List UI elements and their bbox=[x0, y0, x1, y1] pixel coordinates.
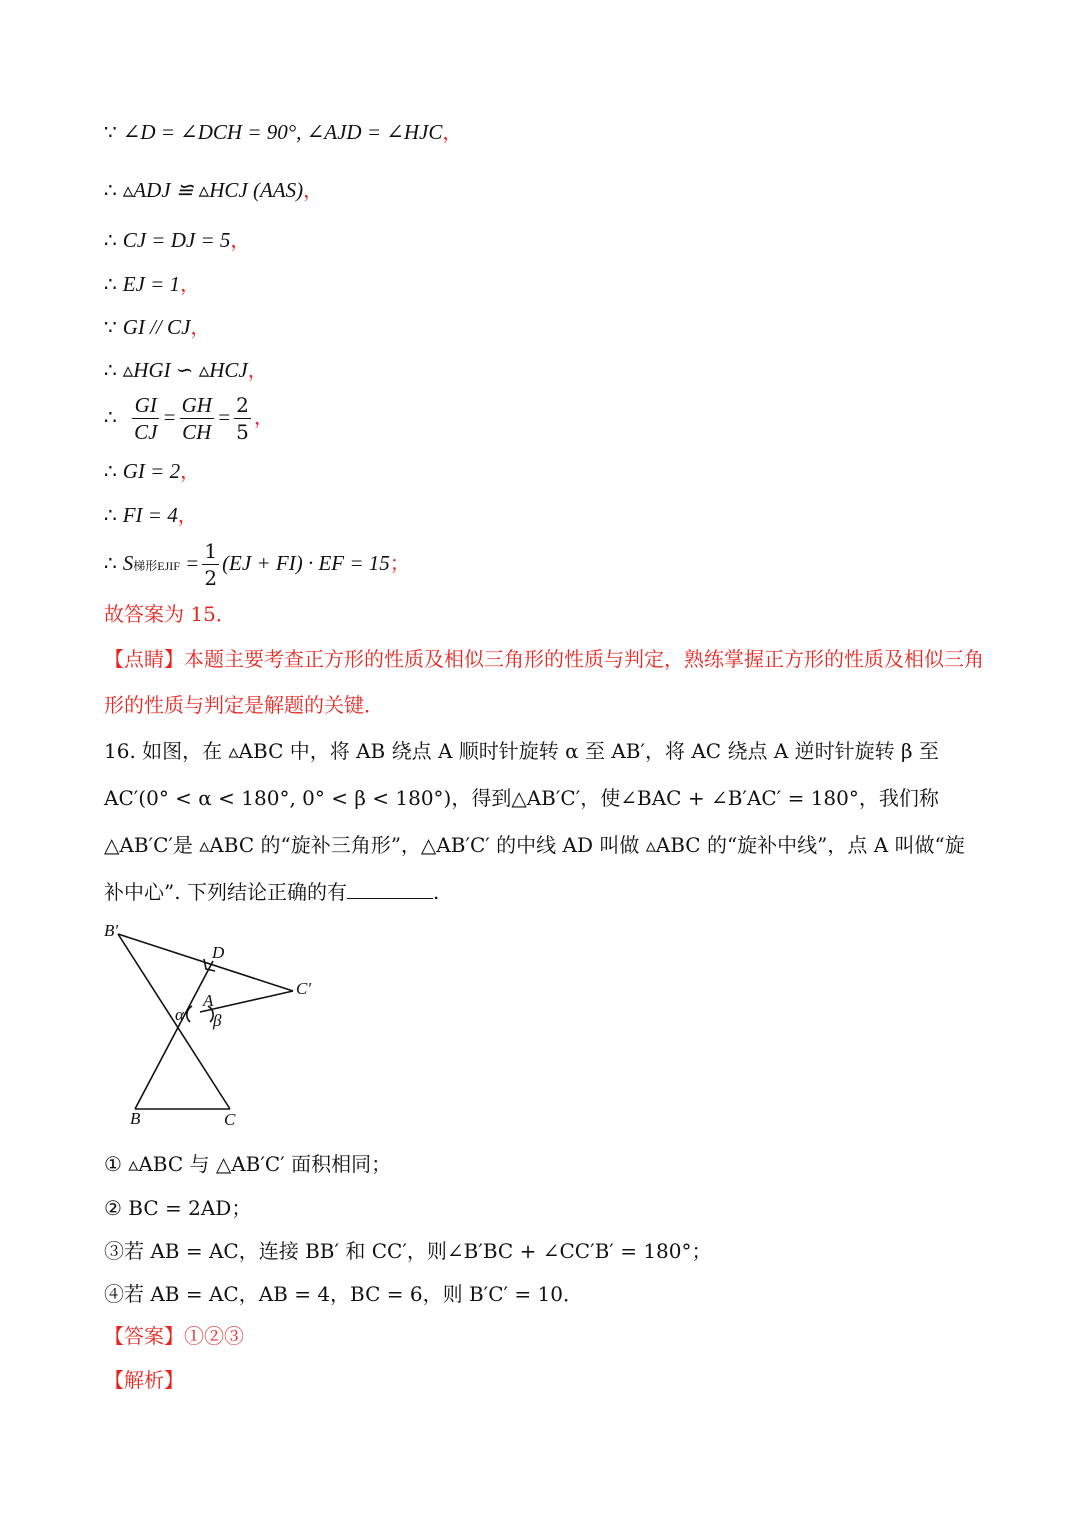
answer-statement: 故答案为 15． bbox=[104, 602, 236, 626]
step-1: ∵ ∠D = ∠DCH = 90°, ∠AJD = ∠HJC， bbox=[104, 120, 463, 144]
label-c: C bbox=[224, 1110, 236, 1129]
label-beta: β bbox=[213, 1011, 222, 1030]
comment-note: 【点睛】本题主要考查正方形的性质及相似三角形的性质与判定，熟练掌握正方形的性质及相似三角形的性质与判定是解题的关键． bbox=[104, 647, 984, 717]
label-b-prime: B′ bbox=[104, 921, 119, 940]
problem-16: 16. 如图，在 ▵ABC 中，将 AB 绕点 A 顺时针旋转 α 至 AB′，将 AC 绕点 A 逆时针旋转 β 至 AC′(0° < α < 180°, 0° < β < 180°)，得到△AB′C′，使∠BAC + ∠B′AC′ = 180°，我们称△AB′C′是 ▵ABC 的“旋补三角形”，△AB′C′ 的中线 AD 叫做 ▵ABC 的“旋补中线”，点 A 叫做“旋补中心”. 下列结论正确的有 . bbox=[104, 739, 965, 904]
fraction-one-half: $\frac{1}{2}$ bbox=[204, 539, 218, 590]
label-alpha: α bbox=[175, 1005, 184, 1024]
fraction-gh-ch: $\frac{GH}{CH}$ bbox=[181, 393, 212, 444]
step-4: ∴ EJ = 1， bbox=[104, 272, 201, 296]
step-6: ∴ ▵HGI ∽ ▵HCJ， bbox=[104, 358, 268, 382]
label-c-prime: C′ bbox=[296, 979, 312, 998]
step-10: ∴ S梯形EJIF = $\frac{1}{2}$ (EJ + FI) · EF = 15； bbox=[104, 539, 410, 590]
option-3: ③若 AB = AC，连接 BB′ 和 CC′，则∠B′BC + ∠CC′B′ = 180°； bbox=[104, 1239, 712, 1263]
fraction-2-5: $\frac{2}{5}$ bbox=[236, 393, 249, 444]
step-7: ∴ $\frac{GI}{CJ}$ = $\frac{GH}{CH}$ = $\frac{2}{5}$ ， bbox=[104, 393, 274, 444]
option-4: ④若 AB = AC，AB = 4，BC = 6，则 B′C′ = 10． bbox=[104, 1282, 583, 1306]
segment-d-b bbox=[135, 961, 213, 1109]
step-5: ∵ GI // CJ， bbox=[104, 315, 211, 339]
answer-row bbox=[104, 1322, 244, 1350]
step-2: ∴ ▵ADJ ≌ ▵HCJ (AAS)， bbox=[104, 178, 324, 202]
fraction-gi-cj: $\frac{GI}{CJ}$ bbox=[134, 393, 158, 444]
step-3: ∴ CJ = DJ = 5， bbox=[104, 228, 251, 252]
option-1: ① ▵ABC 与 △AB′C′ 面积相同； bbox=[104, 1152, 392, 1176]
answer-blank bbox=[347, 880, 433, 899]
rotation-figure bbox=[98, 916, 338, 1136]
answer-label: 【答案】 bbox=[104, 1324, 184, 1348]
option-2: ② BC = 2AD； bbox=[104, 1196, 252, 1220]
step-8: ∴ GI = 2， bbox=[104, 459, 201, 483]
label-b: B bbox=[130, 1109, 141, 1128]
label-a: A bbox=[203, 991, 214, 1010]
segment-cp-a bbox=[200, 991, 293, 1012]
label-d: D bbox=[212, 943, 225, 962]
answer-value: ①②③ bbox=[184, 1324, 244, 1348]
analysis-label: 【解析】 bbox=[104, 1368, 184, 1392]
step-9: ∴ FI = 4， bbox=[104, 503, 198, 527]
